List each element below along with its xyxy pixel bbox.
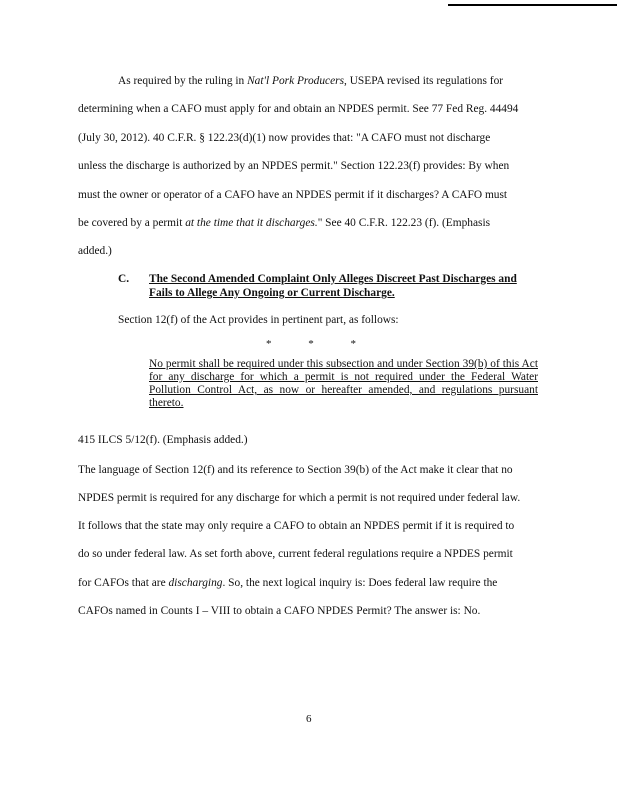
para1-line1: As required by the ruling in Nat'l Pork Producers, USEPA revised its regulations for: [118, 75, 504, 87]
star-2: *: [308, 338, 314, 350]
star-3: *: [350, 338, 356, 350]
para1-line5: must the owner or operator of a CAFO have an NPDES permit if it discharges? A CAFO must: [78, 189, 508, 201]
para2-line1: The language of Section 12(f) and its reference to Section 39(b) of the Act make it clear that no: [78, 464, 513, 476]
para2-line5: for CAFOs that are discharging. So, the next logical inquiry is: Does federal law require the: [78, 577, 498, 589]
section-intro: Section 12(f) of the Act provides in pertinent part, as follows:: [118, 314, 399, 326]
para1-line6: be covered by a permit at the time that it discharges." See 40 C.F.R. 122.23 (f). (Emphasis: [78, 217, 491, 229]
para1-line7: added.): [78, 245, 112, 257]
para2-line6: CAFOs named in Counts I – VIII to obtain a CAFO NPDES Permit? The answer is: No.: [78, 605, 481, 617]
para1-line3: (July 30, 2012). 40 C.F.R. § 122.23(d)(1) now provides that: "A CAFO must not discharge: [78, 132, 491, 144]
heading-line1: The Second Amended Complaint Only Alleges Discreet Past Discharges and: [149, 273, 517, 285]
star-1: *: [266, 338, 272, 350]
citation: 415 ILCS 5/12(f). (Emphasis added.): [78, 434, 248, 446]
para2-line4: do so under federal law. As set forth above, current federal regulations require a NPDES permit: [78, 548, 513, 560]
para2-line2: NPDES permit is required for any discharge for which a permit is not required under federal law.: [78, 492, 521, 504]
section-heading: [0, 272, 617, 302]
block-quote: No permit shall be required under this subsection and under Section 39(b) of this Act for any discharge for which a permit is not required under the Federal Water Pollution Control Act, as now or hereafter amended, and regulations pursuant thereto.: [149, 358, 538, 409]
page-number: 6: [306, 713, 312, 725]
heading-line2: Fails to Allege Any Ongoing or Current Discharge.: [149, 287, 395, 299]
top-rule: [448, 4, 617, 6]
para2-line3: It follows that the state may only require a CAFO to obtain an NPDES permit if it is required to: [78, 520, 515, 532]
ellipsis-stars: [266, 338, 356, 350]
para1-line2: determining when a CAFO must apply for and obtain an NPDES permit. See 77 Fed Reg. 44494: [78, 103, 519, 115]
para1-line4: unless the discharge is authorized by an NPDES permit." Section 122.23(f) provides: By when: [78, 160, 510, 172]
heading-letter: C.: [118, 273, 130, 285]
